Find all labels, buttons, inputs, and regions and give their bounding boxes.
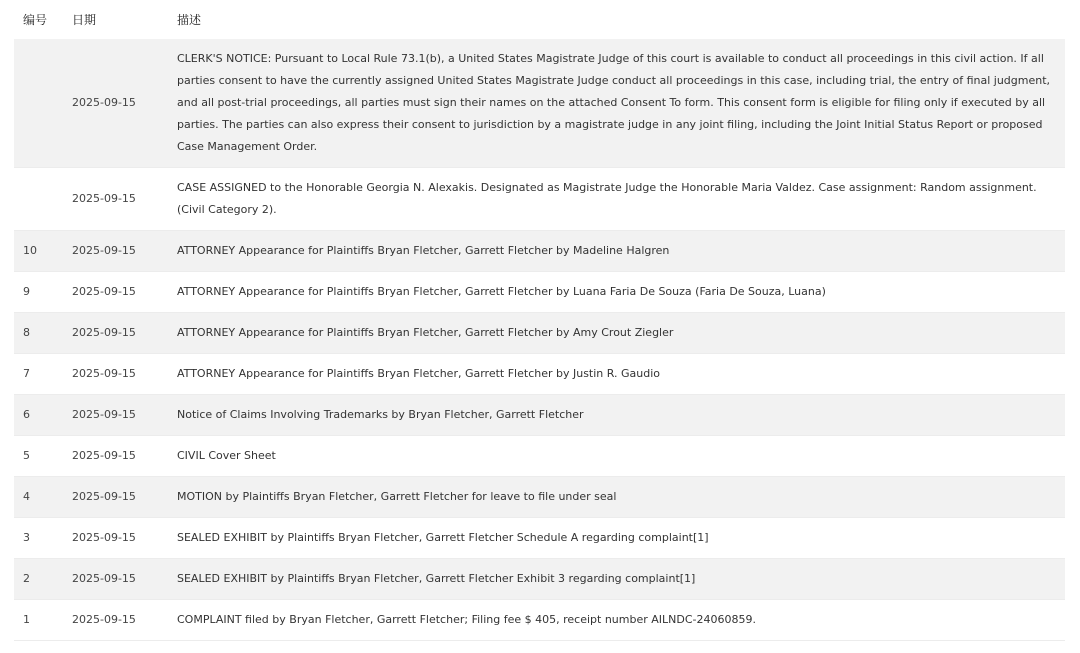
cell-description: ATTORNEY Appearance for Plaintiffs Bryan Fletcher, Garrett Fletcher by Amy Crout Ziegler [168, 313, 1065, 354]
cell-description: ATTORNEY Appearance for Plaintiffs Bryan Fletcher, Garrett Fletcher by Justin R. Gaudio [168, 354, 1065, 395]
docket-table [14, 0, 1065, 641]
cell-description: ATTORNEY Appearance for Plaintiffs Bryan Fletcher, Garrett Fletcher by Luana Faria De Souza (Faria De Souza, Luana) [168, 272, 1065, 313]
cell-description: CLERK'S NOTICE: Pursuant to Local Rule 73.1(b), a United States Magistrate Judge of this court is available to conduct all proceedings in this civil action. If all parties consent to have the currently assigned United States Magistrate Judge conduct all proceedings in this case, including trial, the entry of final judgment, and all post-trial proceedings, all parties must sign their names on the attached Consent To form. This consent form is eligible for filing only if executed by all parties. The parties can also express their consent to jurisdiction by a magistrate judge in any joint filing, including the Joint Initial Status Report or proposed Case Management Order. [168, 39, 1065, 168]
cell-number: 8 [14, 313, 63, 354]
table-row [14, 231, 1065, 272]
table-row [14, 436, 1065, 477]
cell-description: COMPLAINT filed by Bryan Fletcher, Garrett Fletcher; Filing fee $ 405, receipt number AILNDC-24060859. [168, 600, 1065, 641]
cell-number [14, 39, 63, 168]
cell-description: CASE ASSIGNED to the Honorable Georgia N. Alexakis. Designated as Magistrate Judge the Honorable Maria Valdez. Case assignment: Random assignment. (Civil Category 2). [168, 168, 1065, 231]
cell-number: 3 [14, 518, 63, 559]
table-row [14, 518, 1065, 559]
cell-description: SEALED EXHIBIT by Plaintiffs Bryan Fletcher, Garrett Fletcher Exhibit 3 regarding complaint[1] [168, 559, 1065, 600]
table-row [14, 395, 1065, 436]
cell-date: 2025-09-15 [63, 395, 168, 436]
cell-date: 2025-09-15 [63, 559, 168, 600]
cell-number [14, 168, 63, 231]
table-row [14, 354, 1065, 395]
cell-date: 2025-09-15 [63, 518, 168, 559]
cell-date: 2025-09-15 [63, 600, 168, 641]
table-row [14, 168, 1065, 231]
cell-number: 9 [14, 272, 63, 313]
cell-date: 2025-09-15 [63, 231, 168, 272]
table-row [14, 477, 1065, 518]
table-row [14, 39, 1065, 168]
table-row [14, 600, 1065, 641]
cell-description: MOTION by Plaintiffs Bryan Fletcher, Garrett Fletcher for leave to file under seal [168, 477, 1065, 518]
table-header [14, 0, 1065, 39]
column-header-number: 编号 [14, 0, 63, 39]
cell-number: 7 [14, 354, 63, 395]
table-row [14, 313, 1065, 354]
cell-date: 2025-09-15 [63, 354, 168, 395]
cell-date: 2025-09-15 [63, 272, 168, 313]
docket-table-container [14, 0, 1065, 641]
cell-description: Notice of Claims Involving Trademarks by Bryan Fletcher, Garrett Fletcher [168, 395, 1065, 436]
cell-date: 2025-09-15 [63, 313, 168, 354]
header-row [14, 0, 1065, 39]
table-row [14, 272, 1065, 313]
cell-number: 2 [14, 559, 63, 600]
table-row [14, 559, 1065, 600]
column-header-date: 日期 [63, 0, 168, 39]
cell-number: 4 [14, 477, 63, 518]
cell-description: ATTORNEY Appearance for Plaintiffs Bryan Fletcher, Garrett Fletcher by Madeline Halgren [168, 231, 1065, 272]
cell-number: 1 [14, 600, 63, 641]
cell-description: CIVIL Cover Sheet [168, 436, 1065, 477]
column-header-description: 描述 [168, 0, 1065, 39]
table-body [14, 39, 1065, 641]
cell-number: 5 [14, 436, 63, 477]
cell-date: 2025-09-15 [63, 436, 168, 477]
cell-date: 2025-09-15 [63, 168, 168, 231]
cell-date: 2025-09-15 [63, 39, 168, 168]
cell-number: 6 [14, 395, 63, 436]
cell-number: 10 [14, 231, 63, 272]
cell-date: 2025-09-15 [63, 477, 168, 518]
cell-description: SEALED EXHIBIT by Plaintiffs Bryan Fletcher, Garrett Fletcher Schedule A regarding complaint[1] [168, 518, 1065, 559]
